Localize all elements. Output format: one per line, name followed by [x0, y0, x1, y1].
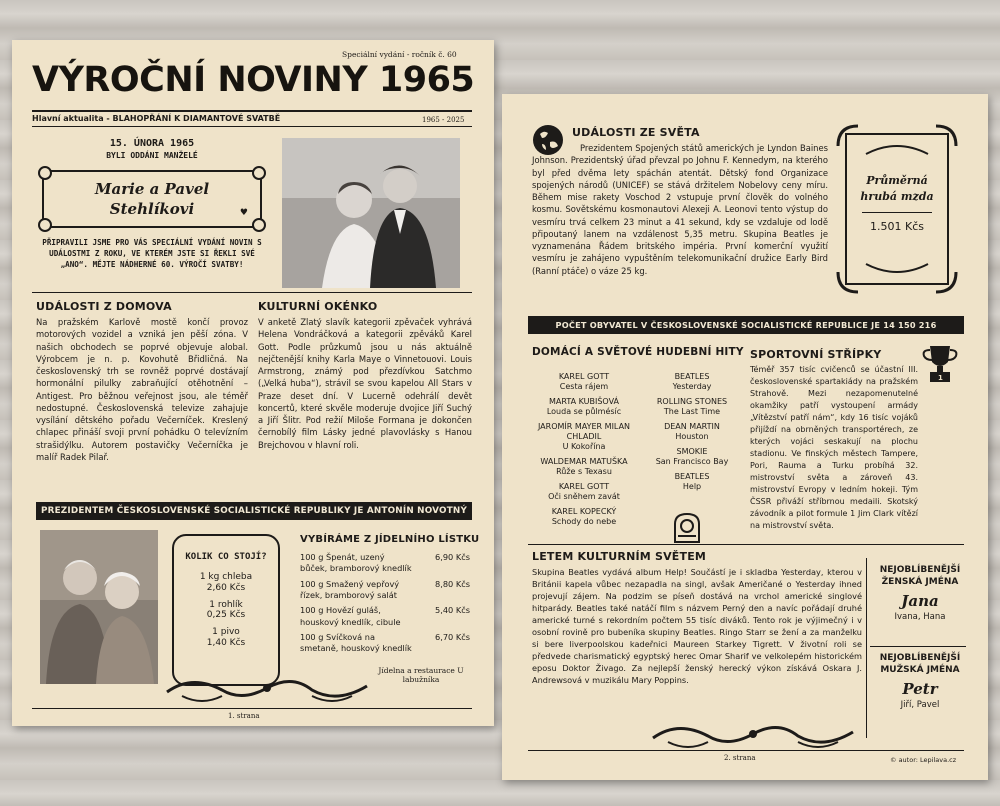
- price-item: [174, 600, 278, 622]
- wage-heading-2: hrubá mzda: [860, 190, 934, 203]
- hit-item: [532, 482, 636, 502]
- menu-item-price: 5,40 Kčs: [435, 605, 470, 616]
- hit-song: San Francisco Bay: [655, 457, 729, 466]
- hit-item: [532, 507, 636, 527]
- hit-artist: KAREL KOPECKÝ: [551, 507, 617, 516]
- edition-label: Speciální vydání - ročník č. 60: [342, 50, 457, 59]
- hit-artist: KAREL GOTT: [558, 482, 610, 491]
- hit-item: [642, 422, 742, 442]
- wage-divider: [862, 212, 932, 213]
- price-item-value: 2,60 Kčs: [206, 582, 246, 593]
- hit-item: [532, 457, 636, 477]
- hit-item: [532, 372, 636, 392]
- price-item-value: 0,25 Kčs: [206, 610, 246, 621]
- film-text: Skupina Beatles vydává album Help! Součástí je i skladba Yesterday, kterou v Británii kapela vůbec nezapadla na singl, avšak Američané o Yesterday ihned projevují zájem. Na podzim se píseň dostává na vrchol americké singlové hitparády. Beatles také natáčí film s názvem Perný den a navíc pořádají druhé americké turné s rekordním počtem 55 tisíc diváků. Tento rok je výjimečný i v osobní rovině pro bubeníka skupiny Beatles. Ringo Starr se žení a za manželku si bere liverpoolskou kadeřnici Maureen Starkey Tigrett. V životní roli se předvede charismatický egyptský herec Omar Sharif ve velkolepém historickém eposu Doktor Živago. Za nejlepší ženský herecký výkon získává Oskara J. Andrewsová v muzikálu Mary Poppins.: [532, 567, 862, 685]
- home-heading: UDÁLOSTI Z DOMOVA: [36, 300, 172, 313]
- couple-elderly-photo: [40, 530, 158, 684]
- names-divider: [870, 646, 966, 647]
- menu-item: [300, 579, 470, 602]
- menu-list: [300, 552, 470, 659]
- wage-heading-1: Průměrná: [866, 174, 928, 187]
- page-number-1: 1. strana: [228, 712, 260, 720]
- hit-artist: BEATLES: [674, 372, 710, 381]
- ornament-flourish: [648, 718, 858, 752]
- radio-icon: [672, 512, 702, 544]
- wedding-line: BYLI ODDÁNI MANŽELÉ: [106, 151, 198, 160]
- page-number-2: 2. strana: [724, 754, 756, 762]
- couple-name-line1: Marie a Pavel: [94, 180, 210, 198]
- elderly-photo-illustration: [40, 530, 158, 684]
- hit-song: Cesta rájem: [559, 382, 609, 391]
- menu-source: Jídelna a restaurace U labužníka: [378, 666, 464, 685]
- couple-name-line2: Stehlíkovi: [109, 200, 195, 218]
- president-banner: PREZIDENTEM ČESKOSLOVENSKÉ SOCIALISTICKÉ REPUBLIKY JE ANTONÍN NOVOTNÝ: [36, 502, 472, 520]
- hit-song: Oči sněhem zavát: [548, 492, 620, 501]
- menu-item-price: 6,90 Kčs: [435, 552, 470, 562]
- ornament-flourish: [162, 672, 372, 706]
- menu-item-price: 6,70 Kčs: [435, 631, 470, 642]
- hit-item: [532, 422, 636, 452]
- menu-item-name: 100 g Svíčková na smetaně, houskový knedlík: [300, 631, 412, 654]
- menu-item-name: 100 g Hovězí guláš, houskový knedlík, cibule: [300, 605, 401, 627]
- music-heading: DOMÁCÍ A SVĚTOVÉ HUDEBNÍ HITY: [532, 346, 744, 358]
- prices-heading: KOLIK CO STOJÍ?: [185, 552, 267, 562]
- hit-item: [642, 397, 742, 417]
- headline-subtitle: Hlavní aktualita - BLAHOPŘÁNÍ K DIAMANTOVÉ SVATBĚ: [32, 114, 281, 123]
- wage-value: 1.501 Kčs: [870, 220, 924, 233]
- hit-artist: KAREL GOTT: [558, 372, 610, 381]
- trophy-number: 1: [938, 374, 943, 382]
- hit-artist: ROLLING STONES: [656, 397, 728, 406]
- couple-name-frame: [42, 170, 262, 228]
- world-text: Prezidentem Spojených států amerických je Lyndon Baines Johnson. Prezidentský úřad převzal po Johnu F. Kennedym, na kterého byl před dvěma lety spáchán atentát. Dětský fond Organizace spojených národů (UNICEF) se stává držitelem Nobelovy ceny míru. Během mise rakety Voschod 2 vstupuje první člověk do volného kosmu. Sovětskému kosmonautovi Alexeji A. Leonovi tento výstup do vesmíru trvá celkem 23 minut a 41 sekund, kdy se vzdaluje od lodě připoutaný lanem na vzdálenost 5,35 metru. Skupina Beatles je vyznamenána Řádem britského impéria. První komerční využití vesmíru je zahájeno vypuštěním telekomunikační družice Early Bird (Ranní ptáče) o váze 25 kg.: [532, 143, 828, 276]
- population-banner: POČET OBYVATEL V ČESKOSLOVENSKÉ SOCIALISTICKÉ REPUBLICE JE 14 150 216: [528, 316, 964, 334]
- male-other-names: Jiří, Pavel: [900, 700, 940, 711]
- female-names-heading: NEJOBLÍBENĚJŠÍ ŽENSKÁ JMÉNA: [879, 565, 961, 588]
- ornament-corner: [38, 166, 52, 180]
- male-names-box: [872, 652, 968, 710]
- hit-song: The Last Time: [663, 407, 721, 416]
- ornament-corner: [38, 218, 52, 232]
- prices-list: [174, 572, 278, 655]
- hit-song: Růže s Texasu: [556, 467, 612, 476]
- wedding-photo: [282, 138, 460, 288]
- newspaper-page-2: [502, 94, 988, 780]
- hit-artist: DEAN MARTIN: [664, 422, 720, 431]
- hit-artist: MARTA KUBIŠOVÁ: [548, 397, 620, 406]
- hit-song: Yesterday: [672, 382, 712, 391]
- newspaper-page-1: [12, 40, 494, 726]
- male-top-name: Petr: [902, 680, 938, 699]
- footer-rule: [528, 750, 964, 751]
- ornament-corner: [252, 218, 266, 232]
- price-item-value: 1,40 Kčs: [206, 637, 246, 648]
- hit-song: U Kokořína: [562, 442, 606, 451]
- menu-item-name: 100 g Smažený vepřový řízek, bramborový salát: [300, 578, 400, 600]
- menu-item: [300, 632, 470, 655]
- prices-frame: [172, 534, 280, 686]
- hit-song: Schody do nebe: [551, 517, 617, 526]
- author-credit: © autor: Lepilava.cz: [890, 756, 957, 764]
- intro-text: PŘIPRAVILI JSME PRO VÁS SPECIÁLNÍ VYDÁNÍ NOVIN S UDÁLOSTMI Z ROKU, VE KTERÉM JSTE SI ŘEKLI SVÉ „ANO“. MĚJTE NÁDHERNÉ 60. VÝROČÍ SVATBY!: [42, 238, 262, 269]
- female-other-names: Ivana, Hana: [894, 612, 946, 623]
- hit-item: [642, 472, 742, 492]
- heart-icon: ♥: [239, 208, 248, 218]
- world-heading: UDÁLOSTI ZE SVĚTA: [572, 126, 700, 139]
- hit-item: [642, 447, 742, 467]
- hit-artist: WALDEMAR MATUŠKA: [540, 457, 628, 466]
- menu-item: [300, 605, 470, 628]
- sport-heading: SPORTOVNÍ STŘÍPKY: [750, 348, 882, 361]
- subtitle-rule: [32, 126, 472, 127]
- hit-song: Help: [682, 482, 702, 491]
- sport-text: Téměř 357 tisíc cvičenců se účastní III. československé spartakiády na pražském Strahově. Mezi nezapomenutelné okamžiky patří vystoupení armády „Vítězství patří nám“, kdy 16 tisíc vojáků přijíždí na obrněných transportérech, ze kterých vojáci seskakují na plochu stadionu. Ve finských městech Tampere, Pori, Rauma a Turku probíhá 32. mistrovství světa a zároveň 43. mistrovství Evropy v ledním hokeji. Tým ČSSR přiváží stříbrnou medaili. Skotský závodník a pilot formule 1 Jim Clark vítězí na mistrovství světa.: [750, 365, 918, 530]
- culture-text: V anketě Zlatý slavík kategorii zpěvaček vyhrává Helena Vondráčková a kategorii zpěváků Karel Gott. Podle průzkumů jsou u nás aktuálně nejčtenější knihy Karla Maye o Vinnetouovi. Louis Armstrong, známý pod přezdívkou Satchmo („Velká huba“), strávil se svou kapelou All Stars v Praze deset dní. V Lucerně odehrálí devět koncertů, které skvěle moderuje dvojice Jiří Suchý a Jiří Šlitr. Pod režií Miloše Formana je dokončen černobílý film Lásky jedné plavovlásky s Hanou Brejchovou v hlavní roli.: [258, 317, 472, 450]
- wedding-date: 15. ÚNORA 1965: [109, 138, 195, 149]
- menu-heading: VYBÍRÁME Z JÍDELNÍHO LÍSTKU: [300, 534, 480, 545]
- masthead-title: VÝROČNÍ NOVINY 1965: [32, 60, 475, 100]
- hits-right-column: [642, 372, 742, 497]
- female-top-name: Jana: [901, 592, 939, 611]
- menu-item: [300, 552, 470, 575]
- wedding-photo-illustration: [282, 138, 460, 288]
- hit-artist: SMOKIE: [676, 447, 708, 456]
- price-item-name: 1 kg chleba: [199, 572, 253, 582]
- hits-left-column: [532, 372, 636, 532]
- price-item: [174, 627, 278, 649]
- footer-rule: [32, 708, 472, 709]
- hit-artist: BEATLES: [674, 472, 710, 481]
- menu-item-price: 8,80 Kčs: [435, 578, 470, 589]
- female-names-box: [872, 564, 968, 622]
- years-label: 1965 - 2025: [422, 116, 465, 124]
- section-rule: [528, 544, 964, 545]
- ornament-corner: [252, 166, 266, 180]
- male-names-heading: NEJOBLÍBENĚJŠÍ MUŽSKÁ JMÉNA: [879, 653, 961, 676]
- price-item-name: 1 pivo: [212, 627, 240, 638]
- hit-artist: JAROMÍR MAYER MILAN CHLADIL: [537, 422, 631, 441]
- column-rule: [866, 558, 867, 738]
- hit-item: [642, 372, 742, 392]
- hit-song: Houston: [675, 432, 709, 441]
- film-heading: LETEM KULTURNÍM SVĚTEM: [532, 550, 707, 563]
- hit-item: [532, 397, 636, 417]
- hit-song: Louda se půlmésíc: [546, 407, 622, 416]
- masthead-rule: [32, 110, 472, 112]
- culture-heading: KULTURNÍ OKÉNKO: [258, 300, 378, 313]
- section-rule: [32, 292, 472, 293]
- price-item: [174, 572, 278, 594]
- price-item-name: 1 rohlík: [209, 599, 243, 610]
- wage-frame-ornament: [836, 124, 958, 294]
- menu-item-name: 100 g Špenát, uzený bůček, bramborový knedlík: [300, 552, 412, 574]
- home-text: Na pražském Karlově mostě končí provoz motorových vozidel a vzniká jen pěší zóna. V našich obchodech se poprvé objevuje alobal. Výrobcem je n. p. Kovohutě Břidličná. Na československý trh se rovněž poprvé dostávají hormonální pilulky zabraňující otěhotnění – Antigest. Pro běžnou veřejnost jsou, ale téměř nedostupné. Československá televize zahajuje vysílání dětského pořadu Večerníček. Kreslený chlapec přináší svoji první pohádku O televízním strašidýlku. Autorem postavičky Večerníčka je malíř Radek Pilař.: [36, 317, 248, 462]
- wage-box: [836, 124, 958, 294]
